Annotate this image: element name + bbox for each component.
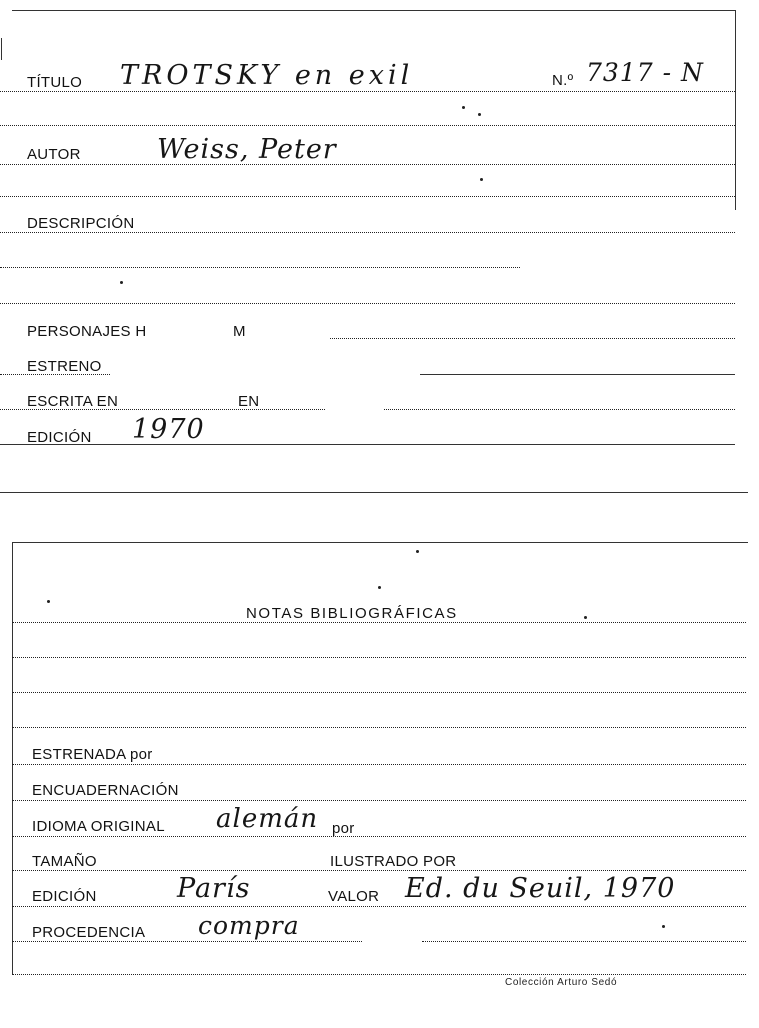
encuadernacion-label: ENCUADERNACIÓN [32,782,179,799]
personajes-line [330,338,735,339]
autor-label: AUTOR [27,146,81,163]
autor-line [0,164,735,165]
scan-speck [47,600,50,603]
titulo-value: TROTSKY en exil [120,60,414,91]
top-card-left-mark [1,38,2,60]
scan-speck [378,586,381,589]
numero-value: 7317 - N [586,58,704,87]
edicion-label: EDICIÓN [27,429,92,446]
bottom-card-top-edge [12,542,748,543]
idioma-value: alemán [216,804,319,834]
top-card-right-edge [735,10,736,210]
autor-value: Weiss, Peter [157,134,337,165]
estreno-line-right [420,374,735,375]
tamano-line [12,870,746,871]
notas-line-2 [12,657,746,658]
idioma-line [12,836,746,837]
idioma-por-label: por [332,820,355,837]
bottom-card-left-edge [12,542,13,974]
titulo-line [0,91,735,92]
escrita-en-label: EN [238,393,260,410]
scan-speck [480,178,483,181]
escrita-line-right [384,409,735,410]
personajes-label: PERSONAJES H [27,323,147,340]
titulo-label: TÍTULO [27,74,83,91]
edicion-value: 1970 [132,414,205,445]
procedencia-label: PROCEDENCIA [32,924,146,941]
procedencia-value: compra [198,911,300,940]
estrenada-line [12,764,746,765]
scan-speck [416,550,419,553]
top-rule-7 [0,303,735,304]
top-card-bottom-edge [0,492,748,493]
edicion-line [0,444,735,445]
idioma-label: IDIOMA ORIGINAL [32,818,165,835]
personajes-m-label: M [233,323,246,340]
top-rule-2 [0,125,735,126]
numero-label: N.º [552,72,574,89]
descripcion-label: DESCRIPCIÓN [27,215,135,232]
procedencia-line-right [422,941,746,942]
scan-speck [478,113,481,116]
edicion-b-line [12,906,746,907]
edicion-b-label: EDICIÓN [32,888,97,905]
scan-speck [462,106,465,109]
top-rule-4 [0,196,735,197]
escrita-label: ESCRITA EN [27,393,119,410]
tamano-label: TAMAÑO [32,853,97,870]
escrita-line-left [0,409,325,410]
estreno-line-left [0,374,110,375]
scan-speck [662,925,665,928]
valor-value: Ed. du Seuil, 1970 [405,873,676,904]
scan-speck [584,616,587,619]
edicion-b-value: París [177,873,251,904]
top-card-top-edge [12,10,736,11]
ilustrado-label: ILUSTRADO POR [330,853,457,870]
coleccion-credit: Colección Arturo Sedó [505,977,618,988]
notas-heading: NOTAS BIBLIOGRÁFICAS [246,605,458,622]
bottom-card-bottom-edge [12,974,746,975]
encuadernacion-line [12,800,746,801]
descripcion-line [0,232,735,233]
valor-label: VALOR [328,888,380,905]
procedencia-line-left [12,941,362,942]
scan-speck [120,281,123,284]
notas-line-4 [12,727,746,728]
estreno-label: ESTRENO [27,358,102,375]
top-rule-6 [0,267,520,268]
notas-line-3 [12,692,746,693]
notas-line-1 [12,622,746,623]
estrenada-label: ESTRENADA por [32,746,153,763]
